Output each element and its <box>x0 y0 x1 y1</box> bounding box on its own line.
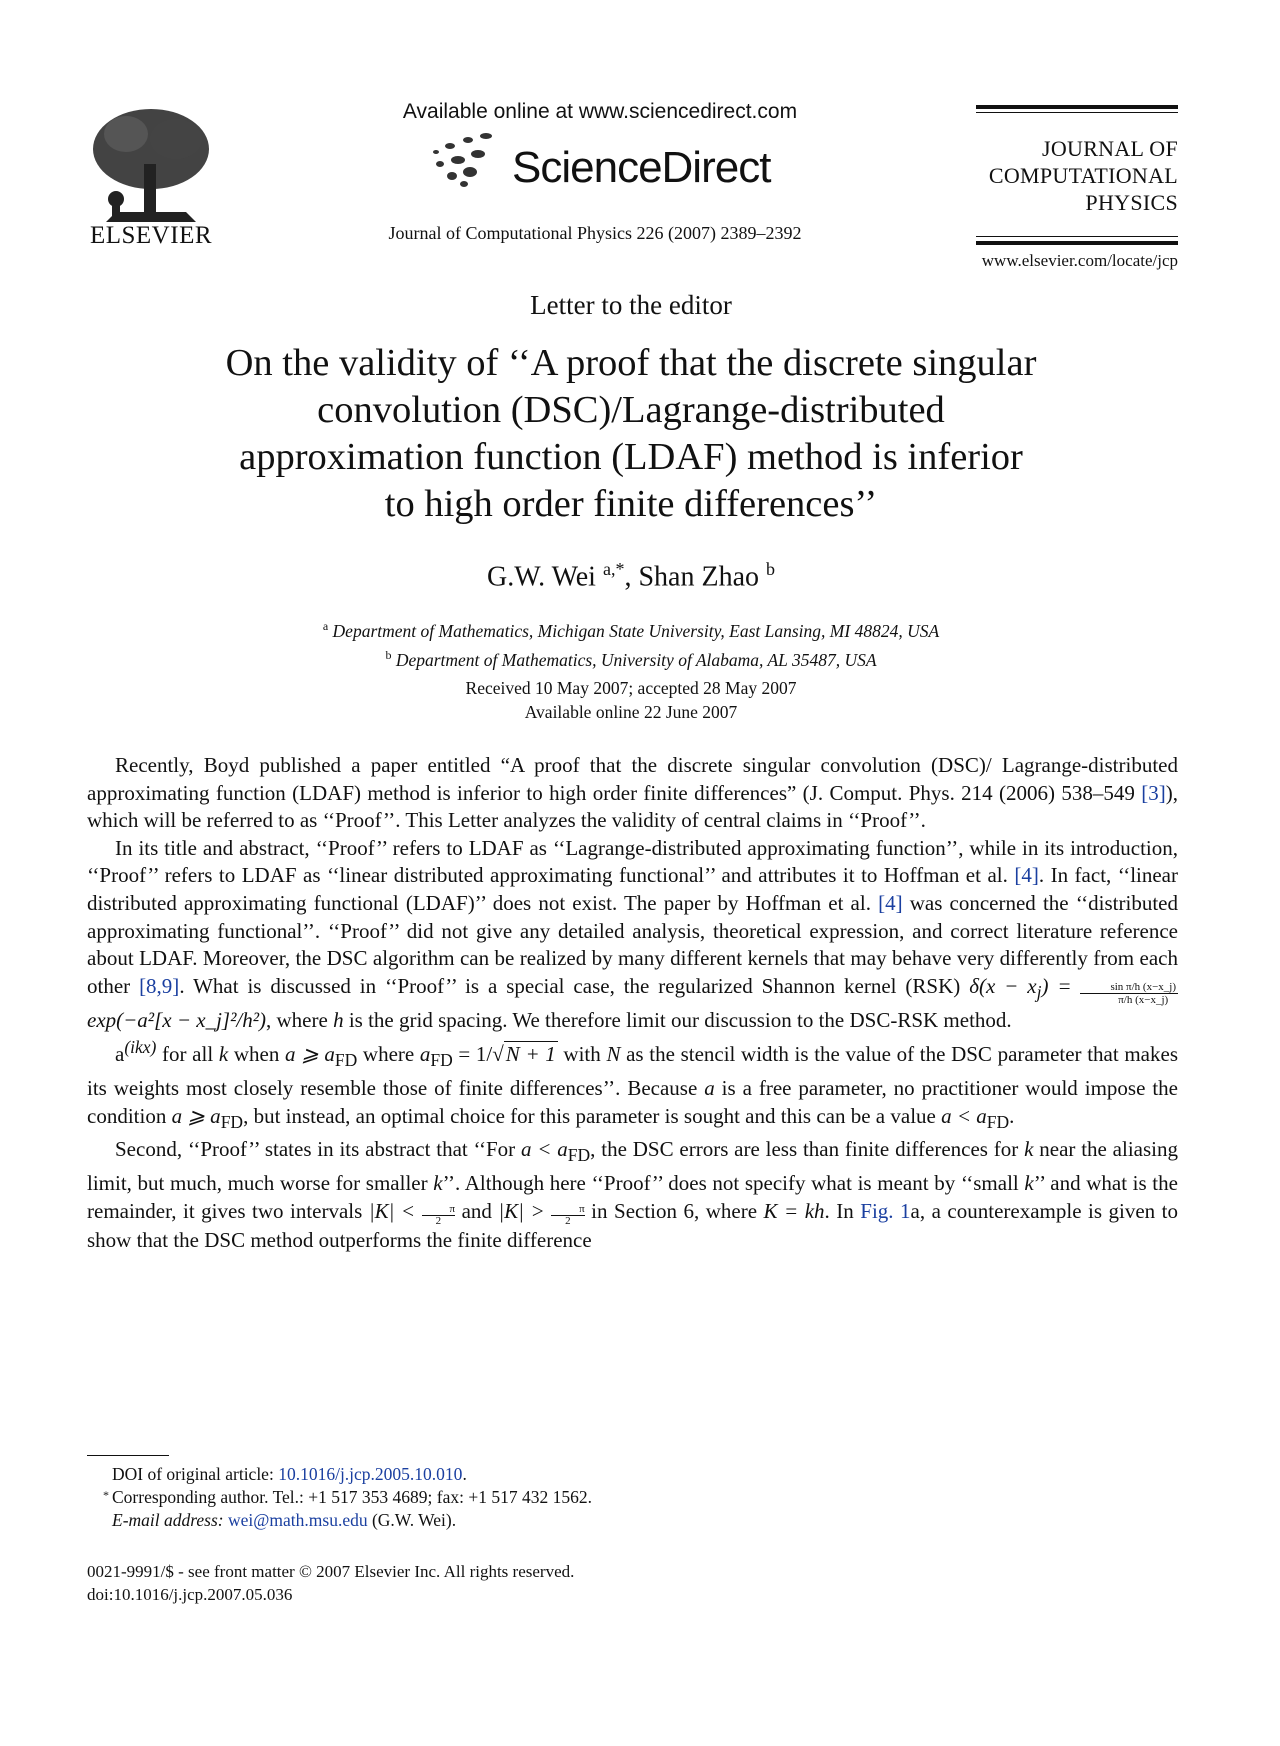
math-run: a < a <box>520 1137 568 1162</box>
title-line: approximation function (LDAF) method is inferior <box>239 436 1023 478</box>
affiliation-text: Department of Mathematics, Michigan State University, East Lansing, MI 48824, USA <box>332 620 940 641</box>
figure-link[interactable]: Fig. 1 <box>860 1198 911 1223</box>
journal-title-line: JOURNAL OF <box>1041 136 1178 161</box>
fraction-numerator: sin π/h (x−x_j) <box>1080 981 1178 994</box>
affiliation-text: Department of Mathematics, University of Alabama, AL 35487, USA <box>395 649 877 670</box>
article-doi: doi:10.1016/j.jcp.2007.05.036 <box>87 1585 293 1604</box>
footnote-corresponding <box>103 1486 1012 1509</box>
citation-link[interactable]: [4] <box>1014 863 1039 888</box>
paragraph <box>87 1136 1178 1254</box>
text-run: . <box>462 1464 467 1484</box>
text-run: where <box>357 1042 420 1067</box>
paragraph <box>87 752 1178 835</box>
text-run: ’’. Although here ‘‘Proof’’ does not specify what is meant by ‘‘small <box>442 1171 1025 1196</box>
text-run: Corresponding author. Tel.: +1 517 353 4689; fax: +1 517 432 1562. <box>112 1487 592 1507</box>
math-subscript: FD <box>220 1111 244 1132</box>
math-var: k <box>218 1042 229 1067</box>
text-run: when <box>228 1042 285 1067</box>
text-run: near the aliasing limit, but much, much worse for smaller <box>87 1137 1178 1196</box>
text-run: In its title and abstract, ‘‘Proof’’ refers to LDAF as ‘‘Lagrange-distributed approximating function’’, while in its introduction, ‘‘Proof’’ refers to LDAF as ‘‘linear distributed approximating functional’’ and attributes it to Hoffman et al. <box>87 835 1178 888</box>
copyright-block <box>87 1560 987 1606</box>
author-list <box>0 559 1262 593</box>
text-run: ), which will be referred to as ‘‘Proof’’. This Letter analyzes the validity of central claims in ‘‘Proof’’. <box>87 780 1178 833</box>
text-run: was concerned the ‘‘distributed approximating functional’’. ‘‘Proof’’ did not give any detailed analysis, theoretical expression, and correct literature reference about LDAF. Moreover, the DSC algorithm can be realized by many different kernels that may behave very differently from each other <box>87 890 1178 998</box>
fraction-denominator: 2 <box>565 1214 571 1227</box>
journal-title-rule-top-thin <box>976 112 1178 113</box>
journal-url-link[interactable]: www.elsevier.com/locate/jcp <box>981 251 1178 270</box>
footnote-email <box>112 1509 1012 1532</box>
article-type: Letter to the editor <box>530 290 732 320</box>
math-run: ) = <box>1041 973 1072 998</box>
paragraph <box>87 835 1178 1034</box>
article-body <box>87 752 1178 1254</box>
title-line: to high order finite differences’’ <box>384 483 878 525</box>
math-subscript: j <box>1036 981 1042 1002</box>
math-var: k <box>1024 1171 1034 1196</box>
math-subscript: FD <box>430 1050 453 1071</box>
text-run: and <box>455 1198 499 1223</box>
footnote-rule <box>87 1455 169 1456</box>
title-line: On the validity of ‘‘A proof that the discrete singular <box>225 342 1037 384</box>
affiliation <box>0 643 1262 672</box>
math-var: N <box>606 1042 621 1067</box>
math-var: k <box>1024 1137 1034 1162</box>
fraction-denominator: 2 <box>435 1214 442 1227</box>
math-fraction <box>1080 981 1178 1006</box>
text-run: a <box>115 1042 125 1067</box>
text-run: . In <box>824 1198 861 1223</box>
journal-title-line: PHYSICS <box>1085 190 1178 215</box>
journal-title <box>960 135 1178 216</box>
text-run: , the DSC errors are less than finite differences for <box>590 1137 1025 1162</box>
text-run: . <box>1009 1103 1015 1128</box>
author-name[interactable]: G.W. Wei <box>487 561 596 593</box>
text-run: a, a counterexample is given to show that the DSC method outperforms the finite difference <box>87 1198 1179 1252</box>
available-online-text: Available online at www.sciencedirect.com <box>402 100 798 123</box>
math-var: k <box>433 1171 443 1196</box>
fraction-denominator: π/h (x−x_j) <box>1118 993 1169 1006</box>
paragraph: $a^{(ikx)}$ for all k when a ⩾ $a_{FD}$ where $a_{FD} = 1/√N + 1$ with N as the stencil width is the value of the DSC parameter that makes its weights most closely resemble those of finite differences’’. Because a is a free parameter, no practitioner would impose the condition a ⩾ $a_{FD}$, but instead, an optimal choice for this parameter is sought and this can be a value $a < a_{FD}$. <box>87 1037 1178 1132</box>
article-title <box>120 340 1142 528</box>
author-affil-mark[interactable]: b <box>766 559 775 579</box>
math-subscript: FD <box>986 1111 1010 1132</box>
math-run: K = kh <box>763 1198 825 1223</box>
math-superscript: (ikx) <box>124 1037 157 1058</box>
text-run: is the grid spacing. We therefore limit our discussion to the DSC-RSK method. <box>343 1007 1012 1032</box>
math-run: a ⩾ a <box>171 1103 221 1128</box>
sciencedirect-dots-icon <box>428 132 518 188</box>
math-var: h <box>333 1007 344 1032</box>
text-run: ’’ and what is the remainder, it gives two intervals <box>87 1171 1178 1223</box>
math-kernel <box>969 973 1072 1002</box>
text-run: (G.W. Wei). <box>367 1510 457 1530</box>
text-run: , where <box>266 1007 334 1032</box>
citation-link[interactable]: [4] <box>878 890 903 915</box>
available-date: Available online 22 June 2007 <box>524 702 738 722</box>
math-exp: exp(−a²[x − x_j]²/h²) <box>87 1007 267 1032</box>
footnotes <box>103 1463 1012 1532</box>
text-run: . In fact, ‘‘linear distributed approximating functional (LDAF)’’ does not exist. The paper by Hoffman et al. <box>87 863 1178 915</box>
math-var: a <box>419 1042 431 1067</box>
text-run: for all <box>156 1042 219 1067</box>
sciencedirect-logo-text: ScienceDirect <box>512 143 771 192</box>
author-separator: , <box>624 561 639 593</box>
journal-title-line: COMPUTATIONAL <box>988 163 1178 188</box>
affiliation <box>0 614 1262 643</box>
text-run: as the stencil width is the value of the DSC parameter that makes its weights most closely resemble those of finite differences’’. Because <box>87 1042 1178 1100</box>
text-run: Recently, Boyd published a paper entitled “A proof that the discrete singular convolution (DSC)/ Lagrange-distributed approximating function (LDAF) method is inferior to high order finite differences” (J. Comput. Phys. 214 (2006) 538–549 <box>87 753 1178 805</box>
publisher-name: ELSEVIER <box>89 222 213 249</box>
article-dates <box>0 676 1262 724</box>
doi-link[interactable]: 10.1016/j.jcp.2005.10.010 <box>278 1464 463 1484</box>
text-run: with <box>557 1042 607 1067</box>
math-run: |K| < <box>368 1198 422 1223</box>
text-run: E-mail address: <box>112 1510 229 1530</box>
math-fraction <box>422 1204 456 1227</box>
citation-link[interactable]: [3] <box>1141 780 1166 805</box>
text-run: , but instead, an optimal choice for this parameter is sought and this can be a value <box>243 1103 942 1128</box>
title-line: convolution (DSC)/Lagrange-distributed <box>317 389 945 431</box>
math-run: = 1/ <box>452 1042 493 1067</box>
footnote-doi <box>112 1463 1012 1486</box>
citation-link[interactable]: [8,9] <box>139 973 180 998</box>
journal-title-rule-bottom-thin <box>976 236 1178 237</box>
copyright-line: 0021-9991/$ - see front matter © 2007 Elsevier Inc. All rights reserved. <box>87 1562 575 1581</box>
math-run: a ⩾ a <box>284 1042 335 1067</box>
text-run: DOI of original article: <box>112 1464 279 1484</box>
journal-title-rule-bottom <box>976 241 1178 245</box>
footnote-mark: * <box>103 1488 109 1502</box>
text-run: Second, ‘‘Proof’’ states in its abstract that ‘‘For <box>115 1137 521 1162</box>
affiliations <box>0 614 1262 672</box>
journal-citation: Journal of Computational Physics 226 (2007) 2389–2392 <box>388 223 802 243</box>
email-link[interactable]: wei@math.msu.edu <box>228 1510 368 1530</box>
math-run: δ(x − x <box>969 973 1037 998</box>
author-name[interactable]: Shan Zhao <box>638 561 759 593</box>
journal-title-rule-top <box>976 105 1178 109</box>
math-run: |K| > <box>498 1198 552 1223</box>
math-run: a < a <box>941 1103 987 1128</box>
text-run: in Section 6, where <box>584 1198 764 1223</box>
text-run: . What is discussed in ‘‘Proof’’ is a special case, the regularized Shannon kernel (RSK) <box>179 973 970 998</box>
affiliation-mark: a <box>322 619 329 633</box>
fraction-numerator: π <box>551 1204 585 1216</box>
fraction-numerator: π <box>422 1204 456 1216</box>
math-subscript: FD <box>567 1145 591 1166</box>
page-header <box>0 0 1280 300</box>
author-affil-mark[interactable]: a,* <box>602 559 625 579</box>
received-date: Received 10 May 2007; accepted 28 May 2007 <box>465 678 797 698</box>
math-subscript: FD <box>334 1050 358 1071</box>
affiliation-mark: b <box>385 647 392 662</box>
math-fraction <box>551 1204 585 1227</box>
math-sqrt: N + 1 <box>505 1042 556 1067</box>
text-run: is a free parameter, no practitioner would impose the condition <box>87 1075 1178 1128</box>
math-var: a <box>704 1075 715 1100</box>
